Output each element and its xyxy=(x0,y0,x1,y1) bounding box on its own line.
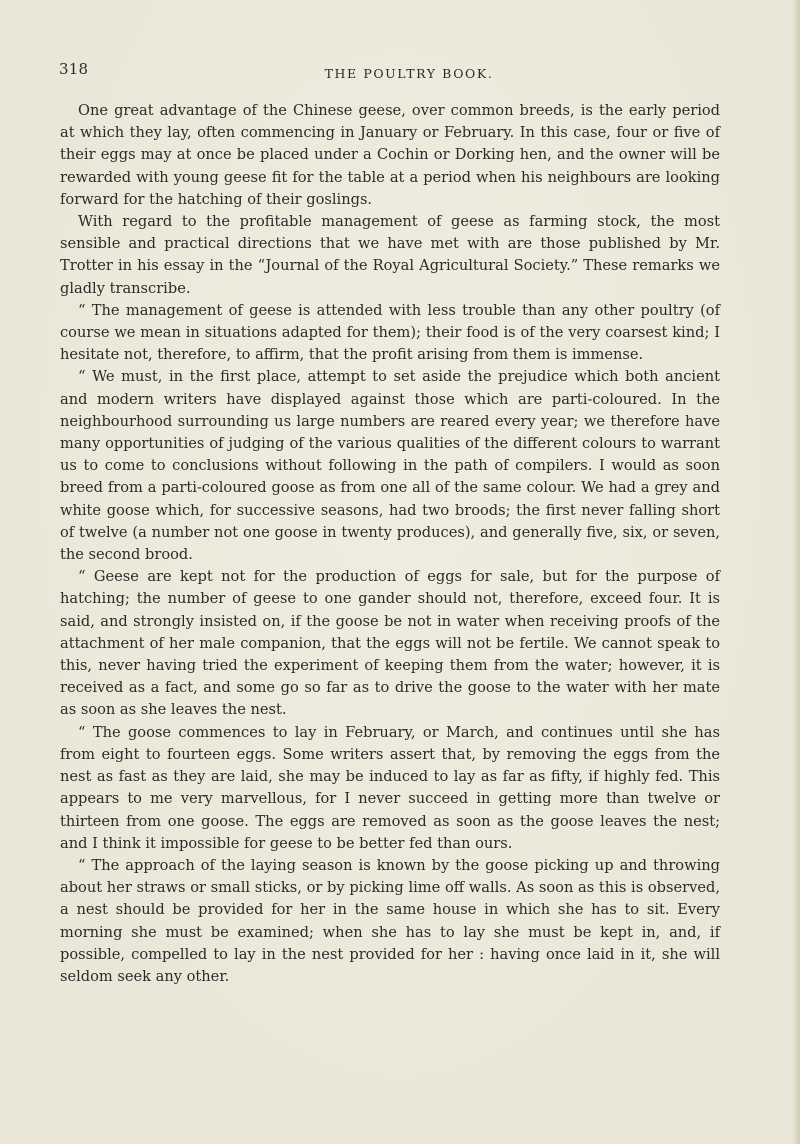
paragraph: “ The approach of the laying season is known by the goose picking up and throwing about her straws or small sticks, or by picking lime off walls. As soon as this is observed, a nest should be provided for her in the same house in which she has to sit. Every morning she must be examined; when she has to lay she must be kept in, and, if possible, compelled to lay in the nest provided for her : having once laid in it, she will seldom seek any other. xyxy=(60,856,720,985)
paragraph: “ The management of geese is attended with less trouble than any other poultry (of course we mean in situations adapted for them); their food is of the very coarsest kind; I hesitate not, therefore, to affirm, that the profit arising from them is immense. xyxy=(60,301,720,364)
paragraph: With regard to the profitable management of geese as farming stock, the most sensible and practical directions that we have met with are those published by Mr. Trotter in his essay in the “Journal of the Royal Agricultural Society.” These remarks we gladly transcribe. xyxy=(60,213,720,297)
body-text xyxy=(60,100,720,988)
page-number: 318 xyxy=(59,60,89,78)
paragraph: “ The goose commences to lay in February, or March, and continues until she has from eight to fourteen eggs. Some writers assert that, by removing the eggs from the nest as fast as they are laid, she may be induced to lay as far as fifty, if highly fed. This appears to me very marvellous, for I never succeed in getting more than twelve or thirteen from one goose. The eggs are removed as soon as the goose leaves the nest; and I think it impossible for geese to be better fed than ours. xyxy=(60,723,720,852)
running-head: THE POULTRY BOOK. xyxy=(324,66,494,81)
paragraph: “ We must, in the first place, attempt to set aside the prejudice which both ancient and modern writers have displayed against those which are parti-coloured. In the neighbourhood surrounding us large numbers are reared every year; we therefore have many opportunities of judging of the various qualities of the different colours to warrant us to come to conclusions without following in the path of compilers. I would as soon breed from a parti-coloured goose as from one all of the same colour. We had a grey and white goose which, for successive seasons, had two broods; the first never falling short of twelve (a number not one goose in twenty produces), and generally five, six, or seven, the second brood. xyxy=(60,368,720,564)
paragraph: “ Geese are kept not for the production of eggs for sale, but for the purpose of hatching; the number of geese to one gander should not, therefore, exceed four. It is said, and strongly insisted on, if the goose be not in water when receiving proofs of the attachment of her male companion, that the eggs will not be fertile. We cannot speak to this, never having tried the experiment of keeping them from the water; however, it is received as a fact, and some go so far as to drive the goose to the water with her mate as soon as she leaves the nest. xyxy=(60,568,720,719)
paragraph: One great advantage of the Chinese geese, over common breeds, is the early period at which they lay, often commencing in January or February. In this case, four or five of their eggs may at once be placed under a Cochin or Dorking hen, and the owner will be rewarded with young geese fit for the table at a period when his neighbours are looking forward for the hatching of their goslings. xyxy=(60,102,720,208)
page-edge-shadow xyxy=(792,0,800,1144)
